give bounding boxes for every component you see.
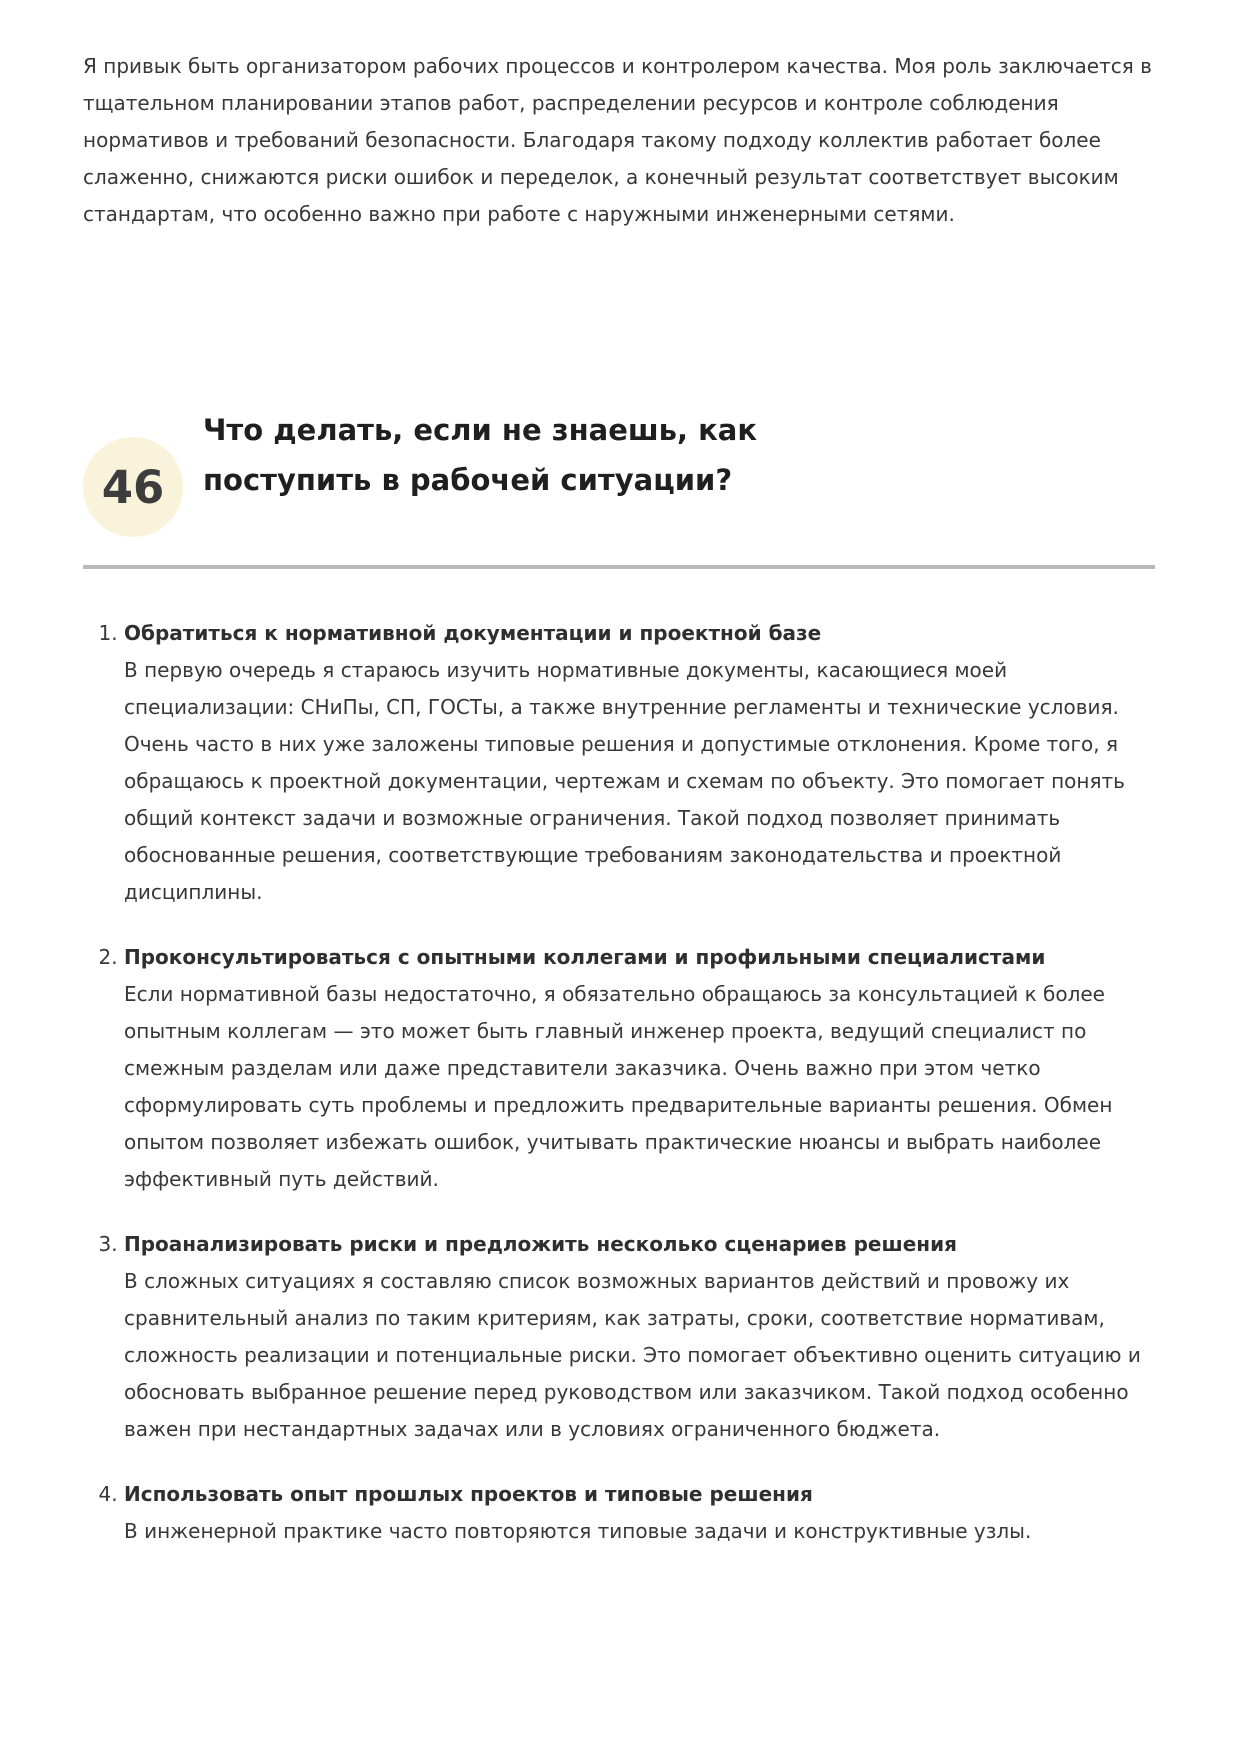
answer-item-body: Если нормативной базы недостаточно, я обязательно обращаюсь за консультацией к более опытным коллегам — это может быть главный инженер проекта, ведущий специалист по смежным разделам или даже представители заказчика. Очень важно при этом четко сформулировать суть проблемы и предложить предварительные варианты решения. Обмен опытом позволяет избежать ошибок, учитывать практические нюансы и выбрать наиболее эффективный путь действий. [124, 982, 1113, 1191]
answer-item-body: В инженерной практике часто повторяются типовые задачи и конструктивные узлы. [124, 1519, 1032, 1543]
answer-item [124, 1476, 1155, 1550]
answer-list [83, 615, 1155, 1550]
answer-item-body: В сложных ситуациях я составляю список возможных вариантов действий и провожу их сравнительный анализ по таким критериям, как затраты, сроки, соответствие нормативам, сложность реализации и потенциальные риски. Это помогает объективно оценить ситуацию и обосновать выбранное решение перед руководством или заказчиком. Такой подход особенно важен при нестандартных задачах или в условиях ограниченного бюджета. [124, 1269, 1141, 1441]
answer-item-body: В первую очередь я стараюсь изучить нормативные документы, касающиеся моей специализации: СНиПы, СП, ГОСТы, а также внутренние регламенты и технические условия. Очень часто в них уже заложены типовые решения и допустимые отклонения. Кроме того, я обращаюсь к проектной документации, чертежам и схемам по объекту. Это помогает понять общий контекст задачи и возможные ограничения. Такой подход позволяет принимать обоснованные решения, соответствующие требованиям законодательства и проектной дисциплины. [124, 658, 1125, 904]
answer-item-heading: 2. Проконсультироваться с опытными коллегами и профильными специалистами [124, 945, 1046, 969]
answer-item-heading: 3. Проанализировать риски и предложить несколько сценариев решения [124, 1232, 957, 1256]
section-divider [83, 565, 1155, 569]
question-header [83, 405, 1155, 537]
answer-item-heading: 1. Обратиться к нормативной документации и проектной базе [124, 621, 822, 645]
question-number-badge: 46 [83, 437, 183, 537]
answer-item-heading: 4. Использовать опыт прошлых проектов и типовые решения [124, 1482, 813, 1506]
answer-item [124, 939, 1155, 1198]
answer-item [124, 1226, 1155, 1448]
question-title: Что делать, если не знаешь, как поступить в рабочей ситуации? [203, 413, 758, 497]
answer-item [124, 615, 1155, 911]
intro-paragraph: Я привык быть организатором рабочих процессов и контролером качества. Моя роль заключается в тщательном планировании этапов работ, распределении ресурсов и контроле соблюдения нормативов и требований безопасности. Благодаря такому подходу коллектив работает более слаженно, снижаются риски ошибок и переделок, а конечный результат соответствует высоким стандартам, что особенно важно при работе с наружными инженерными сетями. [83, 54, 1152, 226]
